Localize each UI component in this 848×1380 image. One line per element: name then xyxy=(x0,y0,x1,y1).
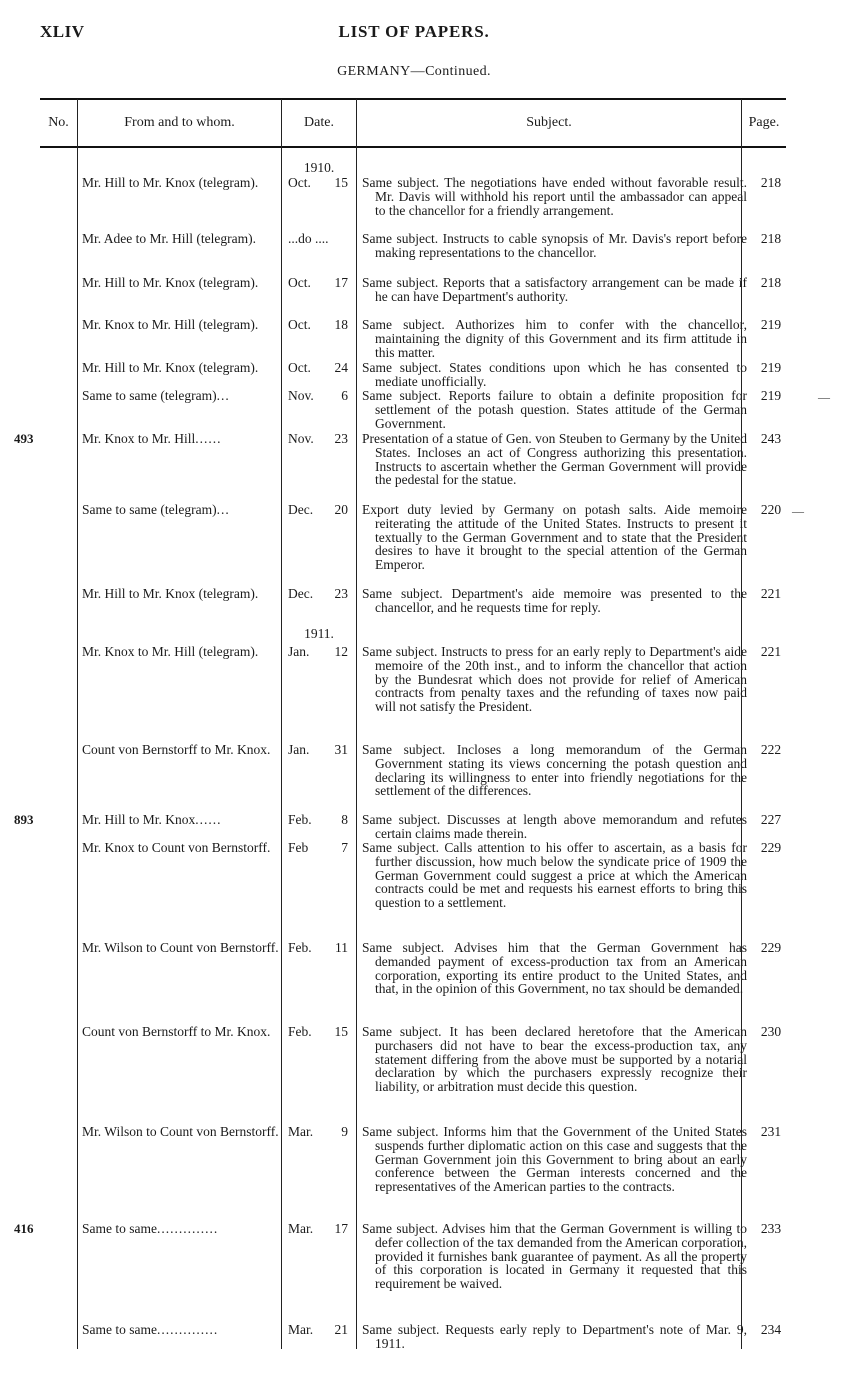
subject-text: Same subject. Instructs to cable synopsis of Mr. Davis's report before making representations to the chancellor. xyxy=(362,231,747,260)
page-ref: 218 xyxy=(760,175,782,190)
subject-text: Same subject. Calls attention to his offer to ascertain, as a basis for further discussion, how much below the syndicate price of 1909 the German Government could suggest a price at which the American contracts could be met and requests his earnest efforts to bring this question to a settlement. xyxy=(362,840,747,911)
date-day: 6 xyxy=(341,388,348,403)
date-cell xyxy=(288,276,348,290)
page-ref: 219 xyxy=(760,388,782,403)
from-and-to xyxy=(82,361,287,375)
from-text: Same to same xyxy=(82,1322,157,1337)
page-ref: 229 xyxy=(760,940,782,955)
from-text: Same to same (telegram) xyxy=(82,388,217,403)
subject-text: Same subject. Advises him that the German Government is willing to defer collection of the tax demanded from the American corporation, provided it furnishes bank guarantee of payment. As all the property of this corporation is located in Germany it requested that this requirement be waived. xyxy=(362,1221,747,1292)
year-label: 1910. xyxy=(303,160,335,175)
page-ref: 227 xyxy=(760,812,782,827)
from-and-to xyxy=(82,389,287,403)
date-day: 31 xyxy=(334,742,348,757)
page-ref: 221 xyxy=(760,644,782,659)
page-ref: 220 xyxy=(760,502,782,517)
date-cell xyxy=(288,1323,348,1337)
date-day: 17 xyxy=(334,275,348,290)
table-top-rule xyxy=(40,98,786,100)
date-cell xyxy=(288,1125,348,1139)
date-cell xyxy=(288,232,348,246)
from-text: Mr. Wilson to Count von Bernstorff. xyxy=(82,940,279,955)
date-cell xyxy=(288,587,348,601)
from-and-to xyxy=(82,841,287,855)
date-cell xyxy=(288,813,348,827)
from-and-to xyxy=(82,813,287,827)
column-header-page: Page. xyxy=(748,115,780,130)
subject-text: Same subject. Reports that a satisfactory arrangement can be made if he can have Department's authority. xyxy=(362,275,747,304)
subject-text: Same subject. It has been declared heretofore that the American purchasers did not have to bear the excess-production tax, any statement differing from the above must be supported by a notarial declaration by which the purchasers expressly recognize their liability, or arbitration must decide this question. xyxy=(362,1024,747,1095)
from-text: Same to same xyxy=(82,1221,157,1236)
page-ref: 222 xyxy=(760,742,782,757)
from-text: Count von Bernstorff to Mr. Knox. xyxy=(82,742,271,757)
date-day: 15 xyxy=(334,1024,348,1039)
date-month: Mar. xyxy=(288,1322,314,1337)
from-and-to xyxy=(82,276,287,290)
date-cell xyxy=(288,1222,348,1236)
page-ref: 234 xyxy=(760,1322,782,1337)
from-and-to xyxy=(82,318,287,332)
date-day: 20 xyxy=(334,502,348,517)
column-header-no: No. xyxy=(48,115,69,130)
date-month: Dec. xyxy=(288,586,314,601)
date-month: Oct. xyxy=(288,317,311,332)
column-divider xyxy=(77,99,78,1349)
date-day: 17 xyxy=(334,1221,348,1236)
date-cell xyxy=(288,389,348,403)
page-ref: 218 xyxy=(760,275,782,290)
margin-mark: — xyxy=(792,504,804,518)
date-month: Mar. xyxy=(288,1124,314,1139)
page-title: LIST OF PAPERS. xyxy=(338,22,490,41)
from-and-to xyxy=(82,1323,287,1337)
date-cell xyxy=(288,1025,348,1039)
paper-number: 493 xyxy=(14,431,34,446)
from-and-to xyxy=(82,1125,287,1139)
date-day: 21 xyxy=(334,1322,348,1337)
date-month: Mar. xyxy=(288,1221,314,1236)
subject-text: Same subject. Authorizes him to confer with the chancellor, maintaining the dignity of this Government and its firm attitude in this matter. xyxy=(362,317,747,360)
date-cell xyxy=(288,176,348,190)
from-text: Count von Bernstorff to Mr. Knox. xyxy=(82,1024,271,1039)
date-day: 23 xyxy=(334,586,348,601)
leader-dots: ... xyxy=(216,502,230,517)
from-text: Same to same (telegram) xyxy=(82,502,217,517)
subject-text: Same subject. Incloses a long memorandum of the German Government stating its views concerning the potash question and declaring its willingness to enter into friendly negotiations for the settlement of the differences. xyxy=(362,742,747,799)
page-ref: 218 xyxy=(760,231,782,246)
from-and-to xyxy=(82,645,287,659)
date-cell xyxy=(288,941,348,955)
from-and-to xyxy=(82,743,287,757)
page-ref: 233 xyxy=(760,1221,782,1236)
date-day: 15 xyxy=(334,175,348,190)
date-cell xyxy=(288,841,348,855)
from-and-to xyxy=(82,1025,287,1039)
date-month: Oct. xyxy=(288,175,311,190)
column-header-from: From and to whom. xyxy=(124,115,235,130)
from-and-to xyxy=(82,176,287,190)
date-month: Feb. xyxy=(288,1024,312,1039)
date-day: 7 xyxy=(341,840,348,855)
table-header-rule xyxy=(40,146,786,148)
from-text: Mr. Hill to Mr. Knox (telegram). xyxy=(82,275,259,290)
leader-dots: ... xyxy=(216,388,230,403)
from-and-to xyxy=(82,587,287,601)
date-month: Oct. xyxy=(288,275,311,290)
from-and-to xyxy=(82,941,287,955)
date-month: Nov. xyxy=(288,431,314,446)
year-label: 1911. xyxy=(304,626,334,641)
date-month: Jan. xyxy=(288,644,310,659)
subject-text: Export duty levied by Germany on potash salts. Aide memoire reiterating the attitude of the United States. Instructs to present it textually to the German Government and to state that the President desires to have it brought to the special attention of the German Emperor. xyxy=(362,502,747,573)
paper-number: 893 xyxy=(14,812,34,827)
subject-text: Same subject. Department's aide memoire was presented to the chancellor, and he requests time for reply. xyxy=(362,586,747,615)
date-month: Feb. xyxy=(288,940,312,955)
from-and-to xyxy=(82,503,287,517)
from-text: Mr. Knox to Mr. Hill (telegram). xyxy=(82,317,259,332)
date-month: ...do .... xyxy=(288,231,329,246)
from-text: Mr. Hill to Mr. Knox (telegram). xyxy=(82,360,259,375)
page-number-roman: XLIV xyxy=(40,22,85,41)
leader-dots: ...... xyxy=(195,812,222,827)
page-ref: 229 xyxy=(760,840,782,855)
subject-text: Same subject. Reports failure to obtain a definite proposition for settlement of the potash question. States attitude of the German Government. xyxy=(362,388,747,431)
column-divider xyxy=(356,99,357,1349)
subject-text: Same subject. Discusses at length above memorandum and refutes certain claims made therein. xyxy=(362,812,747,841)
date-month: Feb. xyxy=(288,812,312,827)
from-and-to xyxy=(82,432,287,446)
date-month: Jan. xyxy=(288,742,310,757)
date-day: 24 xyxy=(334,360,348,375)
date-cell xyxy=(288,645,348,659)
date-cell xyxy=(288,743,348,757)
from-text: Mr. Adee to Mr. Hill (telegram). xyxy=(82,231,256,246)
date-month: Dec. xyxy=(288,502,314,517)
section-heading: GERMANY—Continued. xyxy=(337,64,491,79)
leader-dots: .............. xyxy=(156,1322,219,1337)
leader-dots: ...... xyxy=(195,431,222,446)
date-day: 11 xyxy=(335,940,348,955)
page-ref: 221 xyxy=(760,586,782,601)
from-text: Mr. Hill to Mr. Knox (telegram). xyxy=(82,586,259,601)
subject-text: Same subject. States conditions upon which he has consented to mediate unofficially. xyxy=(362,360,747,389)
subject-text: Same subject. Advises him that the German Government has demanded payment of excess-production tax from an American corporation, exporting its entire product to the United States, and that, in the opinion of this Government, no tax should be demanded. xyxy=(362,940,747,997)
margin-mark: — xyxy=(818,390,830,404)
from-and-to xyxy=(82,232,287,246)
from-text: Mr. Wilson to Count von Bernstorff. xyxy=(82,1124,279,1139)
subject-text: Same subject. Requests early reply to Department's note of Mar. 9, 1911. xyxy=(362,1322,747,1351)
date-day: 18 xyxy=(334,317,348,332)
date-cell xyxy=(288,318,348,332)
from-and-to xyxy=(82,1222,287,1236)
from-text: Mr. Knox to Mr. Hill (telegram). xyxy=(82,644,259,659)
column-header-date: Date. xyxy=(304,115,334,130)
date-month: Nov. xyxy=(288,388,314,403)
page-ref: 230 xyxy=(760,1024,782,1039)
subject-text: Presentation of a statue of Gen. von Steuben to Germany by the United States. Incloses an act of Congress authorizing this presentation. Instructs to ascertain whether the German Government will provide the pedestal for the statue. xyxy=(362,431,747,488)
date-cell xyxy=(288,361,348,375)
date-day: 8 xyxy=(341,812,348,827)
date-cell xyxy=(288,432,348,446)
column-header-subject: Subject. xyxy=(526,115,572,130)
from-text: Mr. Knox to Mr. Hill xyxy=(82,431,196,446)
subject-text: Same subject. Informs him that the Government of the United States suspends further diplomatic action on this case and suggests that the German Government join this Government to bring about an early conference between the German interests concerned and the representatives of the American parties to the contracts. xyxy=(362,1124,747,1195)
from-text: Mr. Hill to Mr. Knox xyxy=(82,812,196,827)
page-ref: 231 xyxy=(760,1124,782,1139)
page-ref: 219 xyxy=(760,360,782,375)
paper-number: 416 xyxy=(14,1221,34,1236)
subject-text: Same subject. The negotiations have ended without favorable result. Mr. Davis will withhold his report until the ambassador can appeal to the chancellor for a friendly arrangement. xyxy=(362,175,747,218)
page-ref: 219 xyxy=(760,317,782,332)
from-text: Mr. Hill to Mr. Knox (telegram). xyxy=(82,175,259,190)
date-day: 23 xyxy=(334,431,348,446)
date-day: 12 xyxy=(334,644,348,659)
date-day: 9 xyxy=(341,1124,348,1139)
from-text: Mr. Knox to Count von Bernstorff. xyxy=(82,840,271,855)
page-ref: 243 xyxy=(760,431,782,446)
subject-text: Same subject. Instructs to press for an early reply to Department's aide memoire of the 20th inst., and to inform the chancellor that action by the Bundesrat which does not provide for relief of American contracts from penalty taxes and the refunding of taxes now paid will not satisfy the President. xyxy=(362,644,747,715)
date-month: Oct. xyxy=(288,360,311,375)
leader-dots: .............. xyxy=(156,1221,219,1236)
date-cell xyxy=(288,503,348,517)
date-month: Feb xyxy=(288,840,309,855)
